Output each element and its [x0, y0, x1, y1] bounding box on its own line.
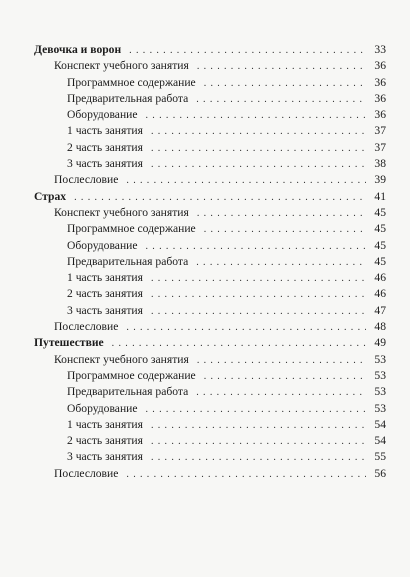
toc-chapter-entry [34, 189, 386, 205]
toc-entry [34, 58, 386, 74]
toc-entry-title: 3 часть занятия [67, 450, 143, 464]
toc-page-number: 48 [374, 320, 386, 334]
toc-entry [34, 417, 386, 433]
toc-page-number: 41 [374, 189, 386, 203]
toc-page-number: 53 [374, 385, 386, 399]
toc-page-number: 53 [374, 401, 386, 415]
toc-page-number: 53 [374, 368, 386, 382]
toc-entry-title: 1 часть занятия [67, 271, 143, 285]
toc-page-number: 53 [374, 352, 386, 366]
toc-dot-leader [196, 92, 366, 108]
toc-entry [34, 286, 386, 302]
toc-entry [34, 433, 386, 449]
toc-dot-leader [126, 467, 366, 483]
toc-entry-title: Послесловие [54, 466, 119, 480]
toc-dot-leader [151, 124, 366, 140]
toc-entry-title: Послесловие [54, 320, 119, 334]
toc-dot-leader [129, 43, 366, 59]
toc-dot-leader [197, 206, 366, 222]
toc-entry-title: Предварительная работа [67, 91, 189, 105]
toc-dot-leader [151, 141, 366, 157]
toc-entry-title: 3 часть занятия [67, 157, 143, 171]
toc-page-number: 45 [374, 222, 386, 236]
toc-chapter-entry [34, 42, 386, 58]
toc-page-number: 54 [374, 417, 386, 431]
toc-dot-leader [151, 157, 366, 173]
toc-entry-title: Оборудование [67, 401, 138, 415]
toc-entry-title: Оборудование [67, 108, 138, 122]
table-of-contents [34, 42, 386, 482]
toc-entry [34, 466, 386, 482]
toc-entry [34, 156, 386, 172]
toc-entry-title: Девочка и ворон [34, 43, 122, 56]
toc-entry [34, 319, 386, 335]
toc-entry-title: Предварительная работа [67, 254, 189, 268]
toc-entry [34, 123, 386, 139]
toc-entry [34, 270, 386, 286]
toc-page-number: 37 [374, 140, 386, 154]
toc-dot-leader [204, 369, 366, 385]
toc-entry-title: Послесловие [54, 173, 119, 187]
toc-dot-leader [126, 320, 366, 336]
toc-page-number: 45 [374, 254, 386, 268]
toc-page-number: 46 [374, 271, 386, 285]
toc-page-number: 49 [374, 336, 386, 350]
toc-page-number: 36 [374, 75, 386, 89]
toc-page-number: 54 [374, 434, 386, 448]
toc-dot-leader [151, 434, 366, 450]
toc-entry-title: 3 часть занятия [67, 303, 143, 317]
toc-dot-leader [204, 222, 366, 238]
toc-dot-leader [151, 304, 366, 320]
toc-entry-title: Программное содержание [67, 222, 196, 236]
toc-entry-title: 1 часть занятия [67, 124, 143, 138]
toc-page-number: 36 [374, 59, 386, 73]
toc-entry [34, 238, 386, 254]
toc-entry [34, 303, 386, 319]
toc-entry [34, 75, 386, 91]
toc-dot-leader [146, 402, 367, 418]
toc-page-number: 45 [374, 238, 386, 252]
toc-entry-title: Программное содержание [67, 368, 196, 382]
toc-entry-title: Страх [34, 189, 67, 203]
toc-dot-leader [151, 271, 366, 287]
toc-entry-title: 2 часть занятия [67, 287, 143, 301]
toc-page-number: 47 [374, 303, 386, 317]
toc-entry-title: Оборудование [67, 238, 138, 252]
toc-dot-leader [197, 59, 366, 75]
toc-entry [34, 368, 386, 384]
toc-dot-leader [126, 173, 366, 189]
toc-page-number: 37 [374, 124, 386, 138]
toc-entry-title: 1 часть занятия [67, 417, 143, 431]
toc-page-number: 38 [374, 157, 386, 171]
toc-entry-title: 2 часть занятия [67, 434, 143, 448]
toc-entry-title: Конспект учебного занятия [54, 59, 189, 73]
toc-entry [34, 449, 386, 465]
toc-page-number: 36 [374, 108, 386, 122]
toc-dot-leader [196, 255, 366, 271]
toc-dot-leader [151, 287, 366, 303]
toc-entry [34, 221, 386, 237]
toc-page-number: 45 [374, 205, 386, 219]
toc-dot-leader [146, 239, 367, 255]
toc-entry [34, 140, 386, 156]
toc-entry-title: Конспект учебного занятия [54, 352, 189, 366]
toc-dot-leader [151, 418, 366, 434]
toc-entry-title: Программное содержание [67, 75, 196, 89]
toc-dot-leader [74, 190, 366, 206]
toc-page-number: 46 [374, 287, 386, 301]
toc-entry [34, 91, 386, 107]
toc-page-number: 36 [374, 91, 386, 105]
toc-entry [34, 352, 386, 368]
toc-entry [34, 107, 386, 123]
toc-dot-leader [146, 108, 367, 124]
toc-page-number: 33 [374, 43, 386, 56]
toc-entry-title: Предварительная работа [67, 385, 189, 399]
toc-entry [34, 384, 386, 400]
toc-entry-title: Путешествие [34, 336, 104, 350]
toc-dot-leader [196, 385, 366, 401]
toc-chapter-entry [34, 335, 386, 351]
toc-dot-leader [204, 76, 366, 92]
toc-page-number: 39 [374, 173, 386, 187]
toc-entry-title: 2 часть занятия [67, 140, 143, 154]
toc-entry [34, 401, 386, 417]
toc-dot-leader [112, 336, 366, 352]
toc-dot-leader [151, 450, 366, 466]
toc-dot-leader [197, 353, 366, 369]
toc-entry [34, 254, 386, 270]
toc-page-number: 56 [374, 466, 386, 480]
toc-page-number: 55 [374, 450, 386, 464]
toc-entry [34, 205, 386, 221]
toc-entry [34, 172, 386, 188]
toc-entry-title: Конспект учебного занятия [54, 205, 189, 219]
